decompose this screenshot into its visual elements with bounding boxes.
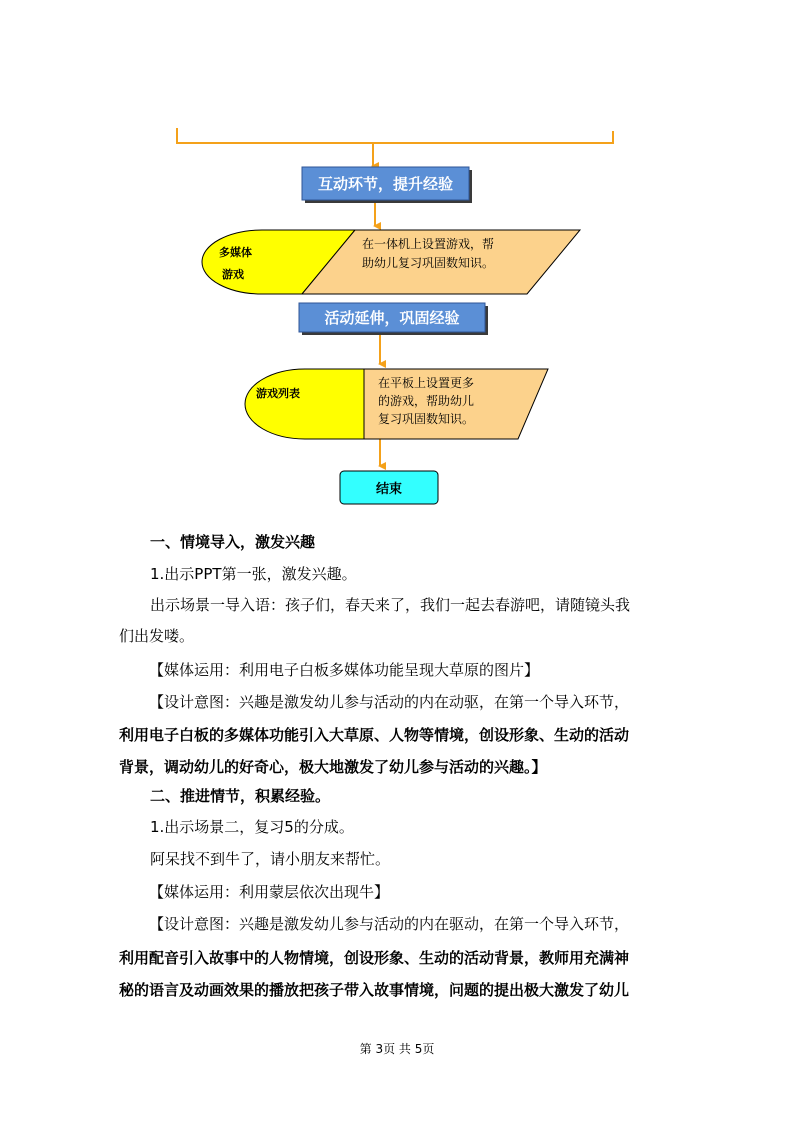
page-footer: 第 3页 共 5页 <box>359 1042 435 1056</box>
design-note-2a: 【设计意图：兴趣是激发幼儿参与活动的内在驱动，在第一个导入环节， <box>149 915 630 933</box>
step2-label: 活动延伸，巩固经验 <box>324 309 460 327</box>
game2-desc-line3: 复习巩固数知识。 <box>378 412 475 426</box>
paragraph-2a: 出示场景一导入语：孩子们，春天来了，我们一起去春游吧，请随镜头我 <box>150 596 631 614</box>
game1-desc-line1: 在一体机上设置游戏，帮 <box>362 237 495 251</box>
top-bracket <box>177 128 613 144</box>
design-note-1b: 利用电子白板的多媒体功能引入大草原、人物等情境，创设形象、生动的活动 <box>119 726 630 744</box>
game2-desc-line1: 在平板上设置更多 <box>378 376 475 390</box>
paragraph-1: 1.出示PPT第一张，激发兴趣。 <box>150 565 357 583</box>
paragraph-4: 阿呆找不到牛了，请小朋友来帮忙。 <box>150 850 391 868</box>
game1-left-line1: 多媒体 <box>219 246 252 259</box>
game1-left-line2: 游戏 <box>222 268 244 281</box>
media-note-2: 【媒体运用：利用蒙层依次出现牛】 <box>149 883 390 901</box>
game2-desc-line2: 的游戏，帮助幼儿 <box>378 394 475 408</box>
design-note-1a: 【设计意图：兴趣是激发幼儿参与活动的内在动驱，在第一个导入环节， <box>149 693 630 711</box>
paragraph-3: 1.出示场景二，复习5的分成。 <box>150 818 354 836</box>
heading-2: 二、推进情节，积累经验。 <box>150 787 331 805</box>
media-note-1: 【媒体运用：利用电子白板多媒体功能呈现大草原的图片】 <box>149 661 540 679</box>
heading-1: 一、情境导入，激发兴趣 <box>150 533 316 551</box>
design-note-1c: 背景，调动幼儿的好奇心，极大地激发了幼儿参与活动的兴趣。】 <box>119 758 547 776</box>
design-note-2c: 秘的语言及动画效果的播放把孩子带入故事情境，问题的提出极大激发了幼儿 <box>119 981 630 999</box>
design-note-2b: 利用配音引入故事中的人物情境，创设形象、生动的活动背景，教师用充满神 <box>119 949 630 967</box>
end-label: 结束 <box>375 482 402 497</box>
paragraph-2b: 们出发喽。 <box>119 627 195 645</box>
step1-label: 互动环节，提升经验 <box>317 175 453 193</box>
game2-left-label: 游戏列表 <box>256 387 300 400</box>
game1-desc-line2: 助幼儿复习巩固数知识。 <box>362 256 495 270</box>
